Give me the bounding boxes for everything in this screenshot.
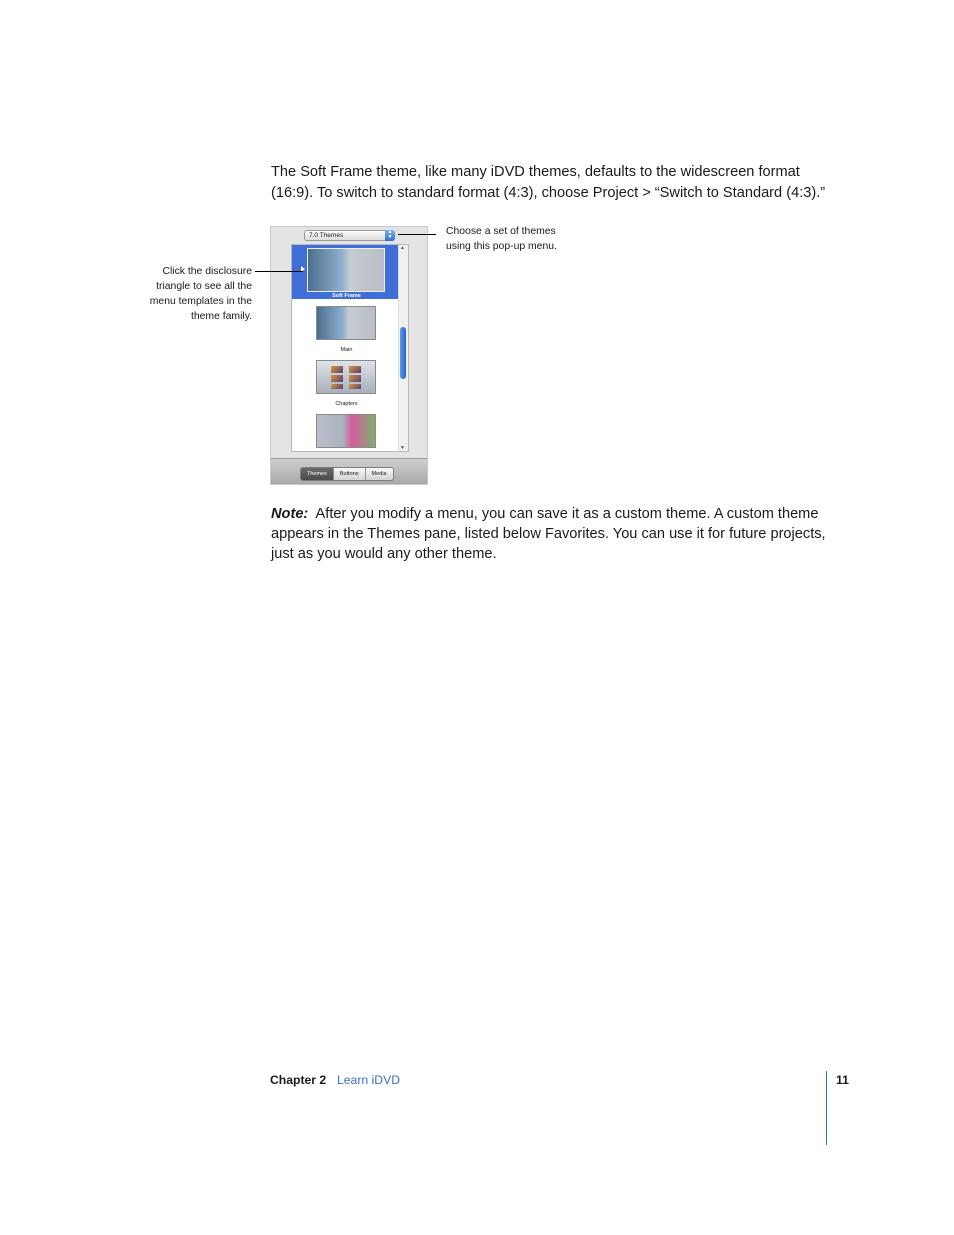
note-paragraph — [271, 504, 831, 564]
theme-item-main[interactable] — [292, 302, 401, 356]
note-label: Note: — [271, 506, 309, 522]
scroll-up-icon[interactable]: ▲ — [400, 245, 405, 251]
theme-item-label: Main — [340, 347, 353, 353]
theme-item-next[interactable] — [292, 410, 401, 452]
tab-themes[interactable]: Themes — [301, 468, 333, 480]
scroll-down-icon[interactable]: ▼ — [400, 445, 405, 451]
theme-thumbnail — [316, 414, 376, 448]
pane-tabs — [300, 467, 394, 481]
callout-disclosure: Click the disclosure triangle to see all the menu templates in the theme family. — [149, 266, 252, 322]
themes-pane-screenshot — [270, 226, 428, 485]
pane-toolbar — [271, 458, 427, 484]
page-number: 11 — [836, 1073, 849, 1087]
theme-item-chapters[interactable] — [292, 356, 401, 410]
callout-popup-menu: Choose a set of themes using this pop-up menu. — [446, 226, 557, 252]
themes-popup-menu[interactable] — [304, 230, 395, 241]
list-scrollbar[interactable] — [398, 245, 408, 451]
scrollbar-thumb[interactable] — [400, 327, 406, 379]
note-text: After you modify a menu, you can save it as a custom theme. A custom theme appears in the Themes pane, listed below Favorites. You can use it for future projects, just as you would any other theme. — [271, 506, 826, 562]
theme-thumbnail — [307, 248, 385, 292]
footer-chapter-title: Learn iDVD — [337, 1073, 400, 1087]
footer-divider — [826, 1071, 827, 1145]
theme-item-label: Soft Frame — [332, 293, 361, 299]
theme-item-label: Chapters — [335, 401, 358, 407]
theme-thumbnail — [316, 360, 376, 394]
callout-leader-left — [255, 271, 303, 272]
tab-buttons[interactable]: Buttons — [333, 468, 365, 480]
theme-thumbnail — [316, 306, 376, 340]
theme-item-soft-frame[interactable] — [292, 245, 401, 299]
theme-list[interactable] — [291, 244, 409, 452]
popup-value: 7.0 Themes — [309, 232, 344, 239]
intro-paragraph: The Soft Frame theme, like many iDVD themes, defaults to the widescreen format (16:9). To switch to standard format (4:3), choose Project > “Switch to Standard (4:3).” — [271, 164, 826, 201]
popup-arrows-icon: ▲ ▼ — [385, 230, 395, 241]
callout-leader-right — [398, 234, 436, 235]
tab-media[interactable]: Media — [365, 468, 393, 480]
footer-chapter: Chapter 2 — [270, 1073, 327, 1087]
